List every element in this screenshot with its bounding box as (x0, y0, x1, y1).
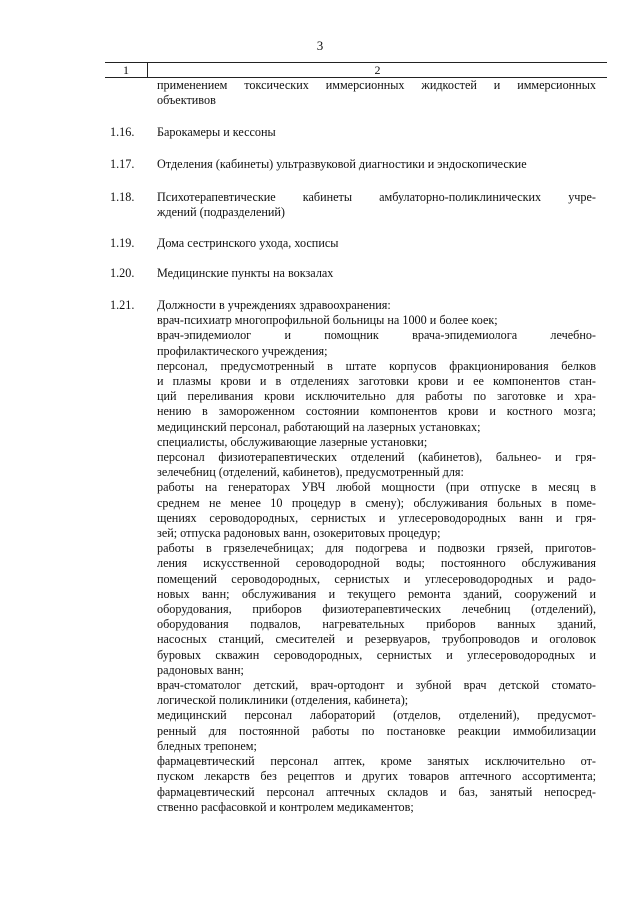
text-line: фармацевтический персонал аптечных складов и баз, занятый непосред- (157, 784, 596, 799)
text-line: ления искусственной сероводородной воды; постоянного обслуживания (157, 556, 596, 571)
item-text (157, 78, 596, 108)
item-text (157, 190, 596, 220)
page-number: 3 (316, 38, 324, 53)
text-line: персонал физиотерапевтических отделений (кабинетов), бальнео- и гря- (157, 450, 596, 465)
text-line: пуском лекарств без рецептов и других товаров аптечного ассортимента; (157, 769, 596, 784)
text-line: зей; отпуска радоновых ванн, озокеритовых процедур; (157, 526, 441, 541)
text-line: Психотерапевтические кабинеты амбулаторно-поликлинических учре- (157, 190, 596, 204)
item-number: 1.21. (110, 298, 135, 312)
text-line: Должности в учреждениях здравоохранения: (157, 298, 391, 312)
text-line: фармацевтический персонал аптек, кроме занятых исключительно от- (157, 754, 596, 769)
table-header-col2: 2 (374, 63, 381, 77)
text-line: новых ванн; обслуживания и текущего ремонта зданий, сооружений и (157, 586, 596, 601)
text-line: медицинский персонал, работающий на лазерных установках; (157, 419, 481, 434)
text-line: помещений сероводородных, сернистых и углесероводородных и радо- (157, 571, 596, 586)
text-line: среднем не менее 10 процедур в смену); обслуживания больных в поме- (157, 495, 596, 510)
text-line: врач-стоматолог детский, врач-ортодонт и зубной врач детской стомато- (157, 678, 596, 693)
text-line: объективов (157, 93, 216, 108)
text-line: Дома сестринского ухода, хосписы (157, 236, 339, 250)
text-line: профилактического учреждения; (157, 343, 328, 358)
text-line: врач-психиатр многопрофильной больницы на 1000 и более коек; (157, 313, 498, 328)
text-line: щениях сероводородных, сернистых и углесероводородных ванн и гря- (157, 510, 596, 525)
text-line: ций переливания крови исключительно для работы по заготовке и хра- (157, 389, 596, 404)
item-text (157, 157, 596, 172)
text-line: Медицинские пункты на вокзалах (157, 266, 334, 280)
text-line: ждений (подразделений) (157, 205, 285, 220)
item-number: 1.17. (110, 157, 135, 171)
text-line: врач-эпидемиолог и помощник врача-эпидемиолога лечебно- (157, 328, 596, 343)
text-line: насосных станций, смесителей и резервуаров, трубопроводов и оголовок (157, 632, 596, 647)
item-number: 1.18. (110, 190, 135, 204)
item-text (157, 298, 596, 815)
text-line: персонал, предусмотренный в штате корпусов фракционирования белков (157, 358, 596, 373)
item-text (157, 125, 596, 140)
item-number: 1.19. (110, 236, 135, 250)
text-line: буровых скважин сероводородных, сернистых и углесероводородных и (157, 647, 596, 662)
text-line: Барокамеры и кессоны (157, 125, 276, 139)
text-line: работы на генераторах УВЧ любой мощности (при отпуске в месяц в (157, 480, 596, 495)
item-text (157, 236, 596, 251)
text-line: ренный для постоянной работы по постановке реакции иммобилизации (157, 723, 596, 738)
text-line: нению в замороженном состоянии компонентов крови и костного мозга; (157, 404, 596, 419)
table-header (105, 62, 607, 78)
text-line: логической поликлиники (отделения, кабинета); (157, 693, 409, 708)
item-number: 1.20. (110, 266, 135, 280)
text-line: и плазмы крови и в отделениях заготовки крови и ее компонентов стан- (157, 374, 596, 389)
text-line: радоновых ванн; (157, 662, 244, 677)
text-line: зелечебниц (отделений, кабинетов), предусмотренный для: (157, 465, 464, 480)
text-line: Отделения (кабинеты) ультразвуковой диагностики и эндоскопические (157, 157, 527, 171)
text-line: бледных трепонем; (157, 738, 257, 753)
text-line: применением токсических иммерсионных жидкостей и иммерсионных (157, 78, 596, 92)
item-text (157, 266, 596, 281)
item-number: 1.16. (110, 125, 135, 139)
text-line: ственно расфасовкой и контролем медикаментов; (157, 799, 414, 814)
text-line: медицинский персонал лабораторий (отделов, отделений), предусмот- (157, 708, 596, 723)
text-line: работы в грязелечебницах; для подогрева и подвозки грязей, приготов- (157, 541, 596, 556)
text-line: оборудования, приборов физиотерапевтических лечебниц (отделений), (157, 602, 596, 617)
text-line: специалисты, обслуживающие лазерные установки; (157, 434, 428, 449)
table-header-col1: 1 (123, 63, 129, 77)
text-line: оборудования подвалов, нагревательных приборов ванных зданий, (157, 617, 596, 632)
